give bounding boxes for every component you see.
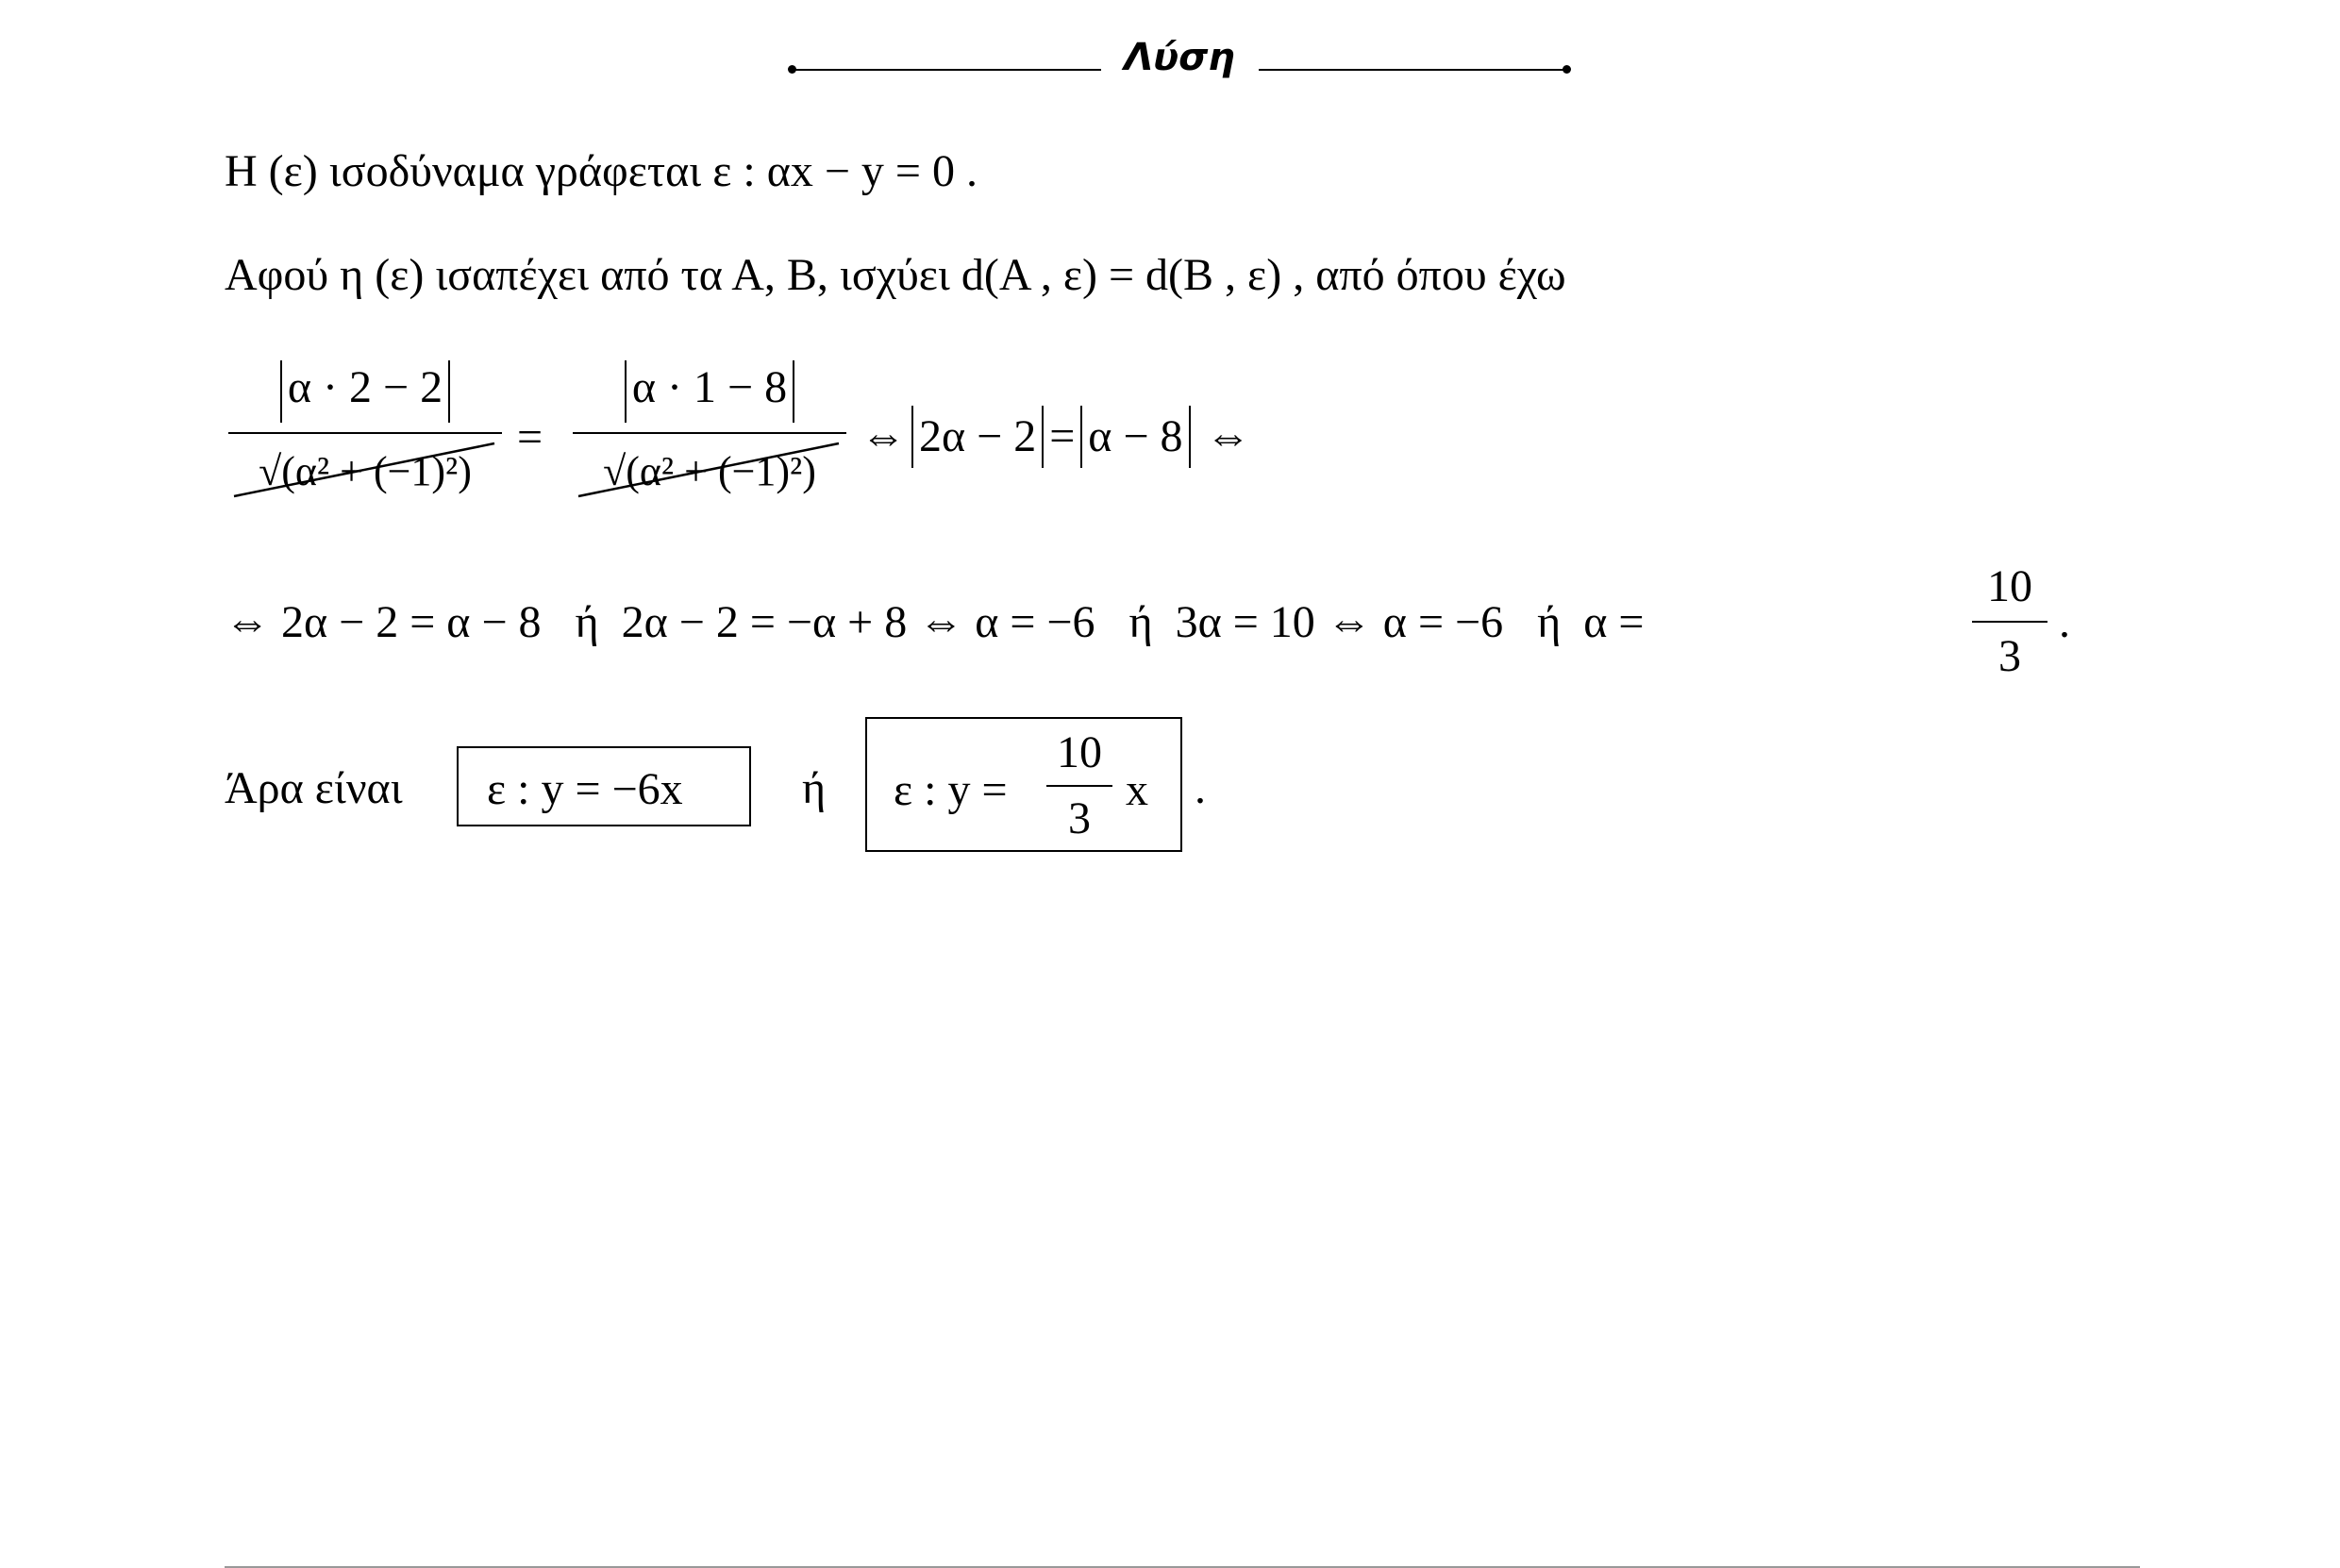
solution-chain: ⇔ 2α − 2 = α − 8 ή 2α − 2 = −α + 8 ⇔ α = −6 ή 3α = 10 ⇔ α = −6 ή α = <box>225 597 1645 647</box>
equals-sign: = <box>517 412 543 462</box>
strike-through-line <box>573 440 846 500</box>
boxed-answer-prefix: ε : y = <box>894 765 1008 815</box>
header-rule-left <box>792 69 1101 71</box>
fraction-numerator: α · 1 − 8 <box>631 362 788 413</box>
or-word: ή <box>802 763 827 813</box>
strike-through-line <box>228 440 502 500</box>
fraction-denominator: √(α² + (−1)²) <box>259 448 472 494</box>
abs-expression: α − 8 <box>1088 411 1183 461</box>
fraction-numerator: 10 <box>1987 561 2032 611</box>
abs-bar <box>1080 406 1082 468</box>
fraction-denominator: 3 <box>1998 631 2021 681</box>
fraction-bar <box>1972 621 2048 623</box>
conclusion-prefix: Άρα είναι <box>225 763 403 813</box>
fraction-denominator: √(α² + (−1)²) <box>603 448 816 494</box>
abs-expression: 2α − 2 <box>919 411 1037 461</box>
fraction-ten-thirds <box>1046 727 1112 847</box>
boxed-answer-text: ε : y = −6x <box>487 764 683 814</box>
period: . <box>1195 763 1206 813</box>
boxed-answer-2 <box>865 717 1182 852</box>
fraction-ten-thirds <box>1972 561 2048 687</box>
paragraph-distance-condition: Αφού η (ε) ισαπέχει από τα Α, Β, ισχύει d(Α , ε) = d(Β , ε) , από όπου έχω <box>225 250 1566 300</box>
boxed-answer-suffix: x <box>1126 765 1148 815</box>
boxed-answer-1 <box>457 746 751 826</box>
fraction-bar <box>573 432 846 434</box>
header-rule-right <box>1259 69 1567 71</box>
fraction-numerator: α · 2 − 2 <box>287 362 443 413</box>
iff-symbol: ⇔ <box>861 411 906 461</box>
fraction-bar <box>228 432 502 434</box>
abs-bar <box>1189 406 1191 468</box>
fraction-denominator: 3 <box>1068 793 1091 843</box>
abs-bar <box>448 360 450 423</box>
fraction-numerator: 10 <box>1057 727 1102 777</box>
abs-equation <box>861 406 1251 468</box>
page-title: Λύση <box>1124 36 1235 79</box>
header-dot-right <box>1563 65 1571 74</box>
period: . <box>2059 597 2070 647</box>
abs-bar <box>280 360 282 423</box>
equals-sign: = <box>1049 411 1076 461</box>
abs-bar <box>793 360 794 423</box>
iff-symbol: ⇔ <box>1205 411 1251 461</box>
paragraph-equation-form: Η (ε) ισοδύναμα γράφεται ε : αx − y = 0 . <box>225 146 978 196</box>
fraction-bar <box>1046 785 1112 787</box>
abs-bar <box>1042 406 1044 468</box>
abs-bar <box>911 406 913 468</box>
abs-bar <box>625 360 627 423</box>
